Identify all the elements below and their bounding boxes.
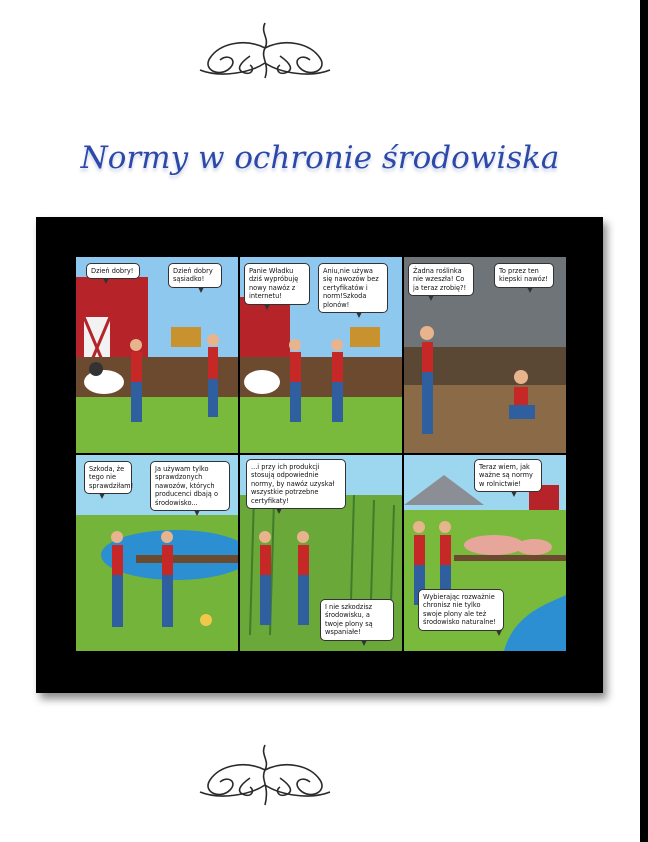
comic-panel-4 [76,455,238,651]
speech-bubble: Teraz wiem, jak ważne są normy w rolnictwie! [474,459,542,492]
speech-bubble: Dzień dobry sąsiadko! [168,263,222,288]
flourish-ornament-bottom [190,740,340,810]
speech-bubble: I nie szkodzisz środowisku, a twoje plony są wspaniałe! [320,599,394,641]
comic-panel-1 [76,257,238,453]
speech-bubble: Wybierając rozważnie chronisz nie tylko swoje plony ale też środowisko naturalne! [418,589,504,631]
comic-grid [76,257,566,653]
speech-bubble: ...i przy ich produkcji stosują odpowiednie normy, by nawóz uzyskał wszystkie potrzebne certyfikaty! [246,459,346,509]
speech-bubble: To przez ten kiepski nawóz! [494,263,554,288]
speech-bubble: Szkoda, że tego nie sprawdziłam! [84,461,132,494]
comic-panel-2 [240,257,402,453]
speech-bubble: Żadna roślinka nie wzeszła! Co ja teraz zrobię?! [408,263,474,296]
speech-bubble: Dzień dobry! [86,263,140,279]
comic-frame [36,217,603,693]
comic-panel-5 [240,455,402,651]
right-edge-bar [640,0,648,842]
speech-bubble: Aniu,nie używa się nawozów bez certyfikatów i norm!Szkoda plonów! [318,263,388,313]
comic-panel-3 [404,257,566,453]
speech-bubble: Ja używam tylko sprawdzonych nawozów, których producenci dbają o środowisko... [150,461,230,511]
document-title: Normy w ochronie środowiska [80,140,560,176]
speech-bubble: Panie Władku dziś wypróbuję nowy nawóz z internetu! [244,263,310,305]
comic-panel-6 [404,455,566,651]
flourish-ornament-top [190,18,340,88]
